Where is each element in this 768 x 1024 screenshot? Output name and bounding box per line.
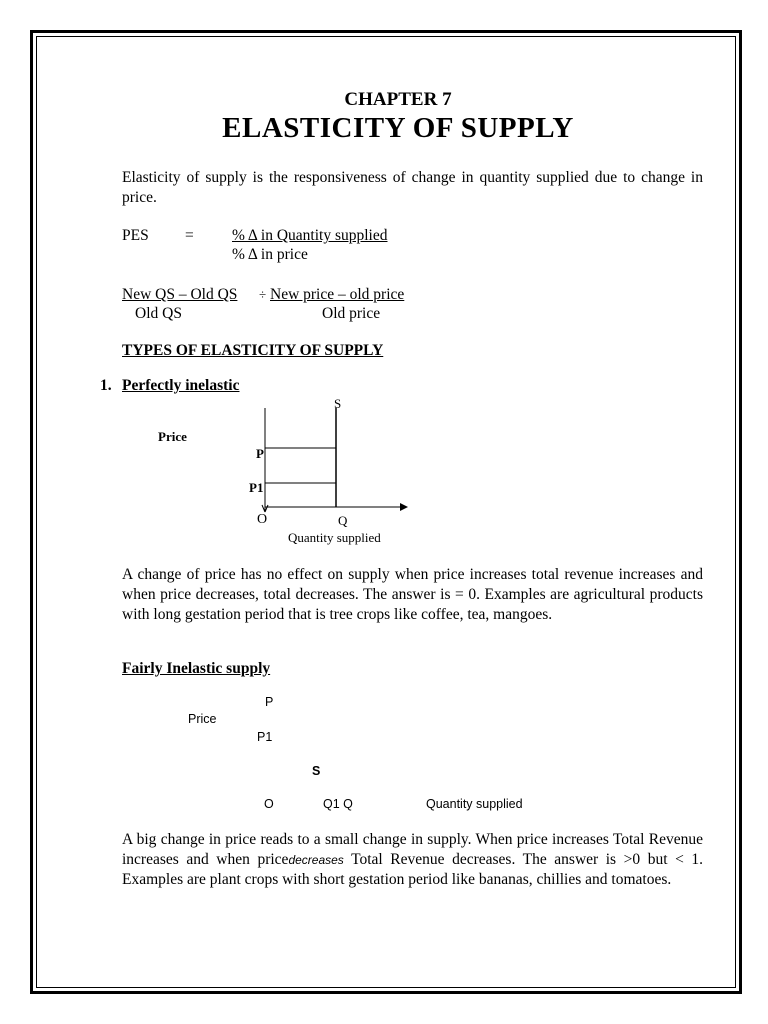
graph1-price-label: Price <box>158 429 187 444</box>
x-axis-arrowhead <box>400 503 408 511</box>
section2-text-italic: decreases <box>288 853 344 867</box>
chapter-number: CHAPTER 7 <box>344 89 452 110</box>
formula-denominator: % Δ in price <box>232 246 308 263</box>
section2-text-part1: A big change in price reads to a small change in supply. When price increases Total Revenue increases and when price <box>122 831 703 868</box>
formula-price-numerator: New price – old price <box>270 286 405 303</box>
graph2-q1q-label: Q1 Q <box>323 797 353 811</box>
section1-paragraph: A change of price has no effect on supply when price increases total revenue increases and when price decreases, total decreases. The answer is = 0. Examples are agricultural products with long gestation period that is tree crops like coffee, tea, mangoes. <box>122 566 703 623</box>
section2-paragraph <box>122 830 703 890</box>
section1-number: 1. <box>100 377 112 394</box>
formula-qs-denominator: Old QS <box>135 305 182 322</box>
section2-text-part2: Total Revenue decreases. The answer is >0 but < 1. Examples are plant crops with short gestation period like bananas, chillies and tomatoes. <box>122 851 704 888</box>
section1-heading: Perfectly inelastic <box>122 377 240 394</box>
graph2-s-label: S <box>312 764 321 778</box>
formula-numerator: % Δ in Quantity supplied <box>232 227 388 244</box>
formula-price-denominator: Old price <box>322 305 381 322</box>
formula-qs-numerator: New QS – Old QS <box>122 286 238 303</box>
graph2-price-label: Price <box>188 712 217 726</box>
graph1-s-label: S <box>334 396 342 411</box>
graph1-x-label: Quantity supplied <box>288 530 381 545</box>
graph2-origin-label: O <box>264 797 274 811</box>
intro-paragraph: Elasticity of supply is the responsiveness of change in quantity supplied due to change in price. <box>122 169 703 206</box>
graph2-p1-label: P1 <box>257 730 273 744</box>
chapter-title: ELASTICITY OF SUPPLY <box>222 112 574 144</box>
divide-sign: ÷ <box>259 287 267 302</box>
types-heading: TYPES OF ELASTICITY OF SUPPLY <box>122 342 384 359</box>
graph2-p-label: P <box>265 695 274 709</box>
graph1-p1-label: P1 <box>249 480 264 495</box>
formula-equals: = <box>185 227 194 244</box>
section2-heading: Fairly Inelastic supply <box>122 660 271 677</box>
graph1-q-label: Q <box>338 513 348 528</box>
formula-lhs: PES <box>122 227 149 244</box>
graph2-x-label: Quantity supplied <box>426 797 523 811</box>
graph1-p-label: P <box>256 446 264 461</box>
graph1-origin-label: O <box>257 512 268 527</box>
